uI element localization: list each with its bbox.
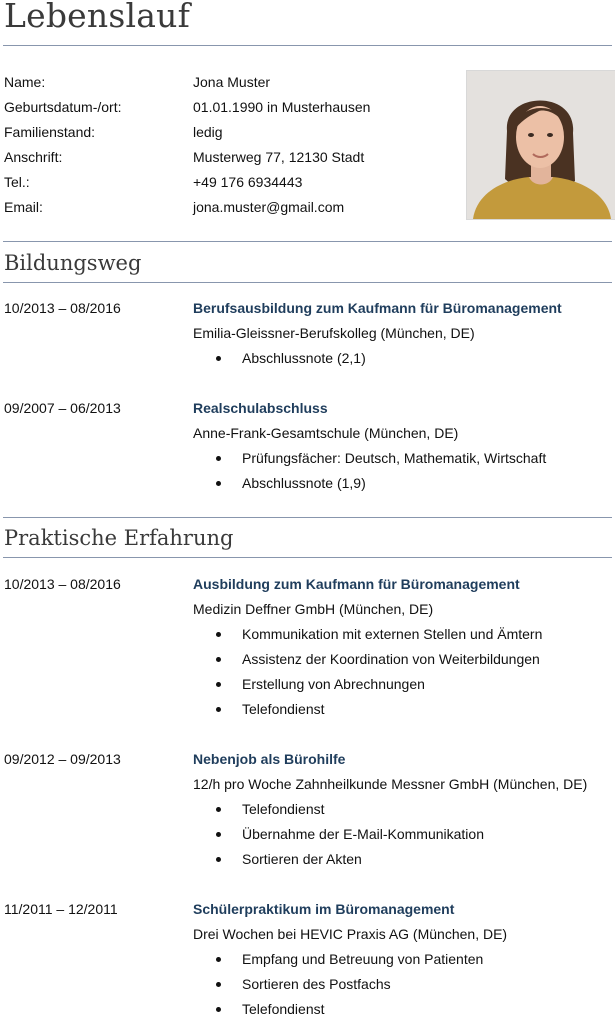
- experience-1-period: 10/2013 – 08/2016: [4, 576, 121, 592]
- experience-1-company: Medizin Deffner GmbH (München, DE): [193, 601, 434, 617]
- section-divider-top: [3, 517, 612, 518]
- experience-1-bullet-2: Assistenz der Koordination von Weiterbildungen: [242, 651, 540, 667]
- experience-2-title: Nebenjob als Bürohilfe: [193, 751, 346, 767]
- education-2-title: Realschulabschluss: [193, 400, 328, 416]
- education-2-bullet-1: Prüfungsfächer: Deutsch, Mathematik, Wirtschaft: [242, 450, 547, 466]
- bullet-point: [216, 682, 221, 687]
- profile-photo: [466, 70, 615, 220]
- experience-2-bullet-1: Telefondienst: [242, 801, 325, 817]
- education-1-bullet-1: Abschlussnote (2,1): [242, 350, 366, 366]
- education-1-institution: Emilia-Gleissner-Berufskolleg (München, DE): [193, 325, 475, 341]
- page-title: Lebenslauf: [4, 0, 190, 35]
- bullet-point: [216, 632, 221, 637]
- education-2-institution: Anne-Frank-Gesamtschule (München, DE): [193, 425, 459, 441]
- bullet-point: [216, 1007, 221, 1012]
- label-birth: Geburtsdatum-/ort:: [4, 99, 122, 115]
- experience-1-title: Ausbildung zum Kaufmann für Büromanagement: [193, 576, 520, 592]
- experience-3-period: 11/2011 – 12/2011: [4, 901, 118, 917]
- bullet-point: [216, 957, 221, 962]
- label-phone: Tel.:: [4, 174, 30, 190]
- experience-3-company: Drei Wochen bei HEVIC Praxis AG (München, DE): [193, 926, 508, 942]
- experience-2-company: 12/h pro Woche Zahnheilkunde Messner GmbH (München, DE): [193, 776, 588, 792]
- experience-3-bullet-1: Empfang und Betreuung von Patienten: [242, 951, 484, 967]
- experience-2-bullet-3: Sortieren der Akten: [242, 851, 362, 867]
- experience-2-bullet-2: Übernahme der E-Mail-Kommunikation: [242, 826, 484, 842]
- section-title-education: Bildungsweg: [4, 251, 142, 275]
- bullet-point: [216, 807, 221, 812]
- section-divider-top: [3, 241, 612, 242]
- label-name: Name:: [4, 74, 46, 90]
- education-1-title: Berufsausbildung zum Kaufmann für Büromanagement: [193, 300, 562, 316]
- label-address: Anschrift:: [4, 149, 63, 165]
- label-marital-status: Familienstand:: [4, 124, 96, 140]
- experience-2-period: 09/2012 – 09/2013: [4, 751, 121, 767]
- title-divider: [3, 45, 612, 46]
- education-2-bullet-2: Abschlussnote (1,9): [242, 475, 366, 491]
- bullet-point: [216, 456, 221, 461]
- bullet-point: [216, 707, 221, 712]
- portrait-image: [467, 71, 615, 219]
- experience-3-bullet-2: Sortieren des Postfachs: [242, 976, 391, 992]
- value-marital-status: ledig: [193, 124, 223, 140]
- experience-3-bullet-3: Telefondienst: [242, 1001, 325, 1017]
- section-divider-bottom: [3, 557, 612, 558]
- value-email: jona.muster@gmail.com: [193, 199, 345, 215]
- value-phone: +49 176 6934443: [193, 174, 303, 190]
- experience-1-bullet-1: Kommunikation mit externen Stellen und Ämtern: [242, 626, 543, 642]
- bullet-point: [216, 657, 221, 662]
- value-address: Musterweg 77, 12130 Stadt: [193, 149, 365, 165]
- bullet-point: [216, 832, 221, 837]
- bullet-point: [216, 356, 221, 361]
- experience-1-bullet-3: Erstellung von Abrechnungen: [242, 676, 425, 692]
- bullet-point: [216, 982, 221, 987]
- education-1-period: 10/2013 – 08/2016: [4, 300, 121, 316]
- value-name: Jona Muster: [193, 74, 271, 90]
- section-divider-bottom: [3, 282, 612, 283]
- education-2-period: 09/2007 – 06/2013: [4, 400, 121, 416]
- label-email: Email:: [4, 199, 43, 215]
- experience-3-title: Schülerpraktikum im Büromanagement: [193, 901, 455, 917]
- bullet-point: [216, 481, 221, 486]
- experience-1-bullet-4: Telefondienst: [242, 701, 325, 717]
- section-title-experience: Praktische Erfahrung: [4, 526, 234, 550]
- bullet-point: [216, 857, 221, 862]
- value-birth: 01.01.1990 in Musterhausen: [193, 99, 371, 115]
